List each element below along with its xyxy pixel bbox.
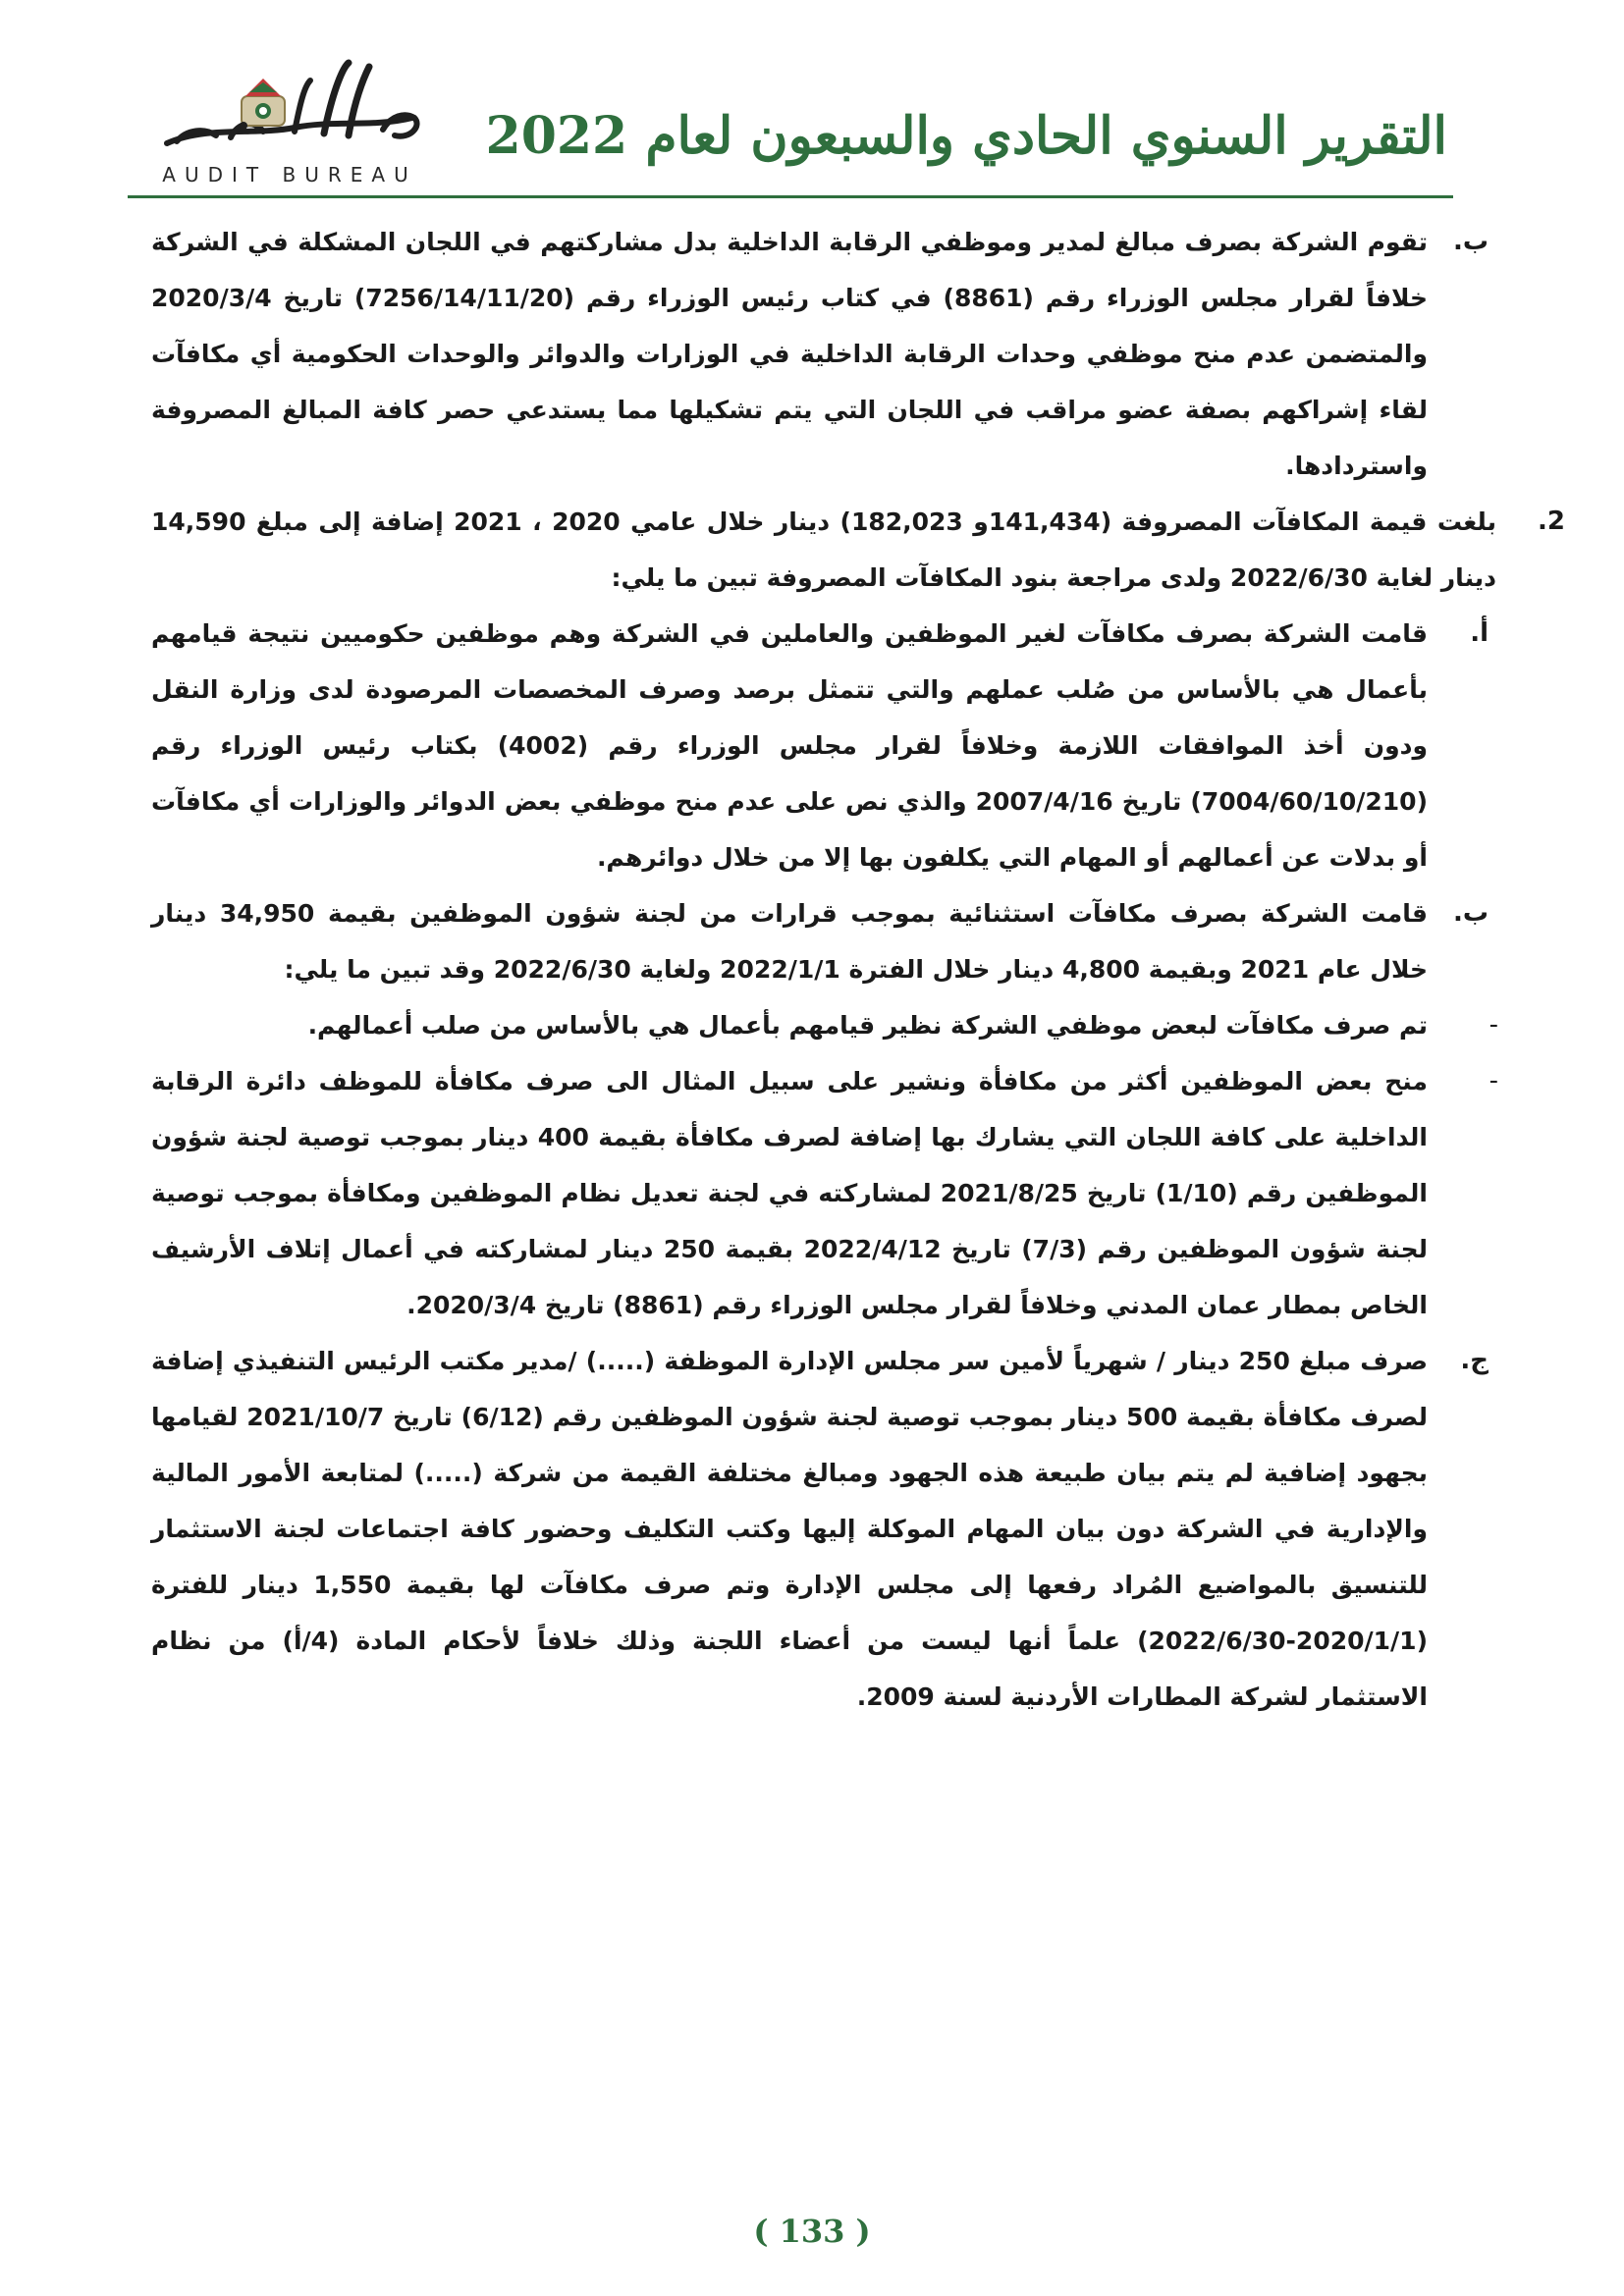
report-body <box>151 214 1565 1725</box>
page-header <box>0 0 1624 201</box>
paragraph-marker: أ. <box>1470 618 1489 648</box>
paragraph-text: منح بعض الموظفين أكثر من مكافأة ونشير على سبيل المثال الى صرف مكافأة للموظف دائرة الرقابة الداخلية على كافة اللجان التي يشارك بها إضافة لصرف مكافأة بقيمة 400 دينار بموجب توصية لجنة شؤون الموظفين رقم (1/10) تاريخ 2021/8/25 لمشاركته في لجنة تعديل نظام الموظفين ومكافأة بموجب توصية لجنة شؤون الموظفين رقم (7/3) تاريخ 2022/4/12 بقيمة 250 دينار لمشاركته في أعمال إتلاف الأرشيف الخاص بمطار عمان المدني وخلافاً لقرار مجلس الوزراء رقم (8861) تاريخ 2020/3/4. <box>151 1067 1429 1319</box>
header-divider <box>128 195 1453 198</box>
paragraph-text: تقوم الشركة بصرف مبالغ لمدير وموظفي الرقابة الداخلية بدل مشاركتهم في اللجان المشكلة في الشركة خلافاً لقرار مجلس الوزراء رقم (8861) في كتاب رئيس الوزراء رقم (7256/14/11/20) تاريخ 2020/3/4 والمتضمن عدم منح موظفي وحدات الرقابة الداخلية في الوزارات والدوائر والوحدات الحكومية أي مكافآت لقاء إشراكهم بصفة عضو مراقب في اللجان التي يتم تشكيلها مما يستدعي حصر كافة المبالغ المصروفة واستردادها. <box>151 228 1429 480</box>
paragraph-b-exceptional-rewards <box>151 885 1489 997</box>
paragraph-marker: ب. <box>1452 898 1489 928</box>
report-title: التقرير السنوي الحادي والسبعون لعام 2022 <box>485 106 1447 166</box>
paragraph-b-internal-audit <box>151 214 1489 494</box>
paragraph-text: صرف مبلغ 250 دينار / شهرياً لأمين سر مجلس الإدارة الموظفة (.....) /مدير مكتب الرئيس التنفيذي إضافة لصرف مكافأة بقيمة 500 دينار بموجب توصية لجنة شؤون الموظفين رقم (6/12) تاريخ 2021/10/7 لقيامها بجهود إضافية لم يتم بيان طبيعة هذه الجهود ومبالغ مختلفة القيمة من شركة (.....) لمتابعة الأمور المالية والإدارية في الشركة دون بيان المهام الموكلة إليها وكتب التكليف وحضور كافة اجتماعات لجنة الاستثمار للتنسيق بالمواضيع المُراد رفعها إلى مجلس الإدارة وتم صرف مكافآت لها بقيمة 1,550 دينار للفترة (2020/1/1-2022/6/30) علماً أنها ليست من أعضاء اللجنة وذلك خلافاً لأحكام المادة (4/أ) من نظام الاستثمار لشركة المطارات الأردنية لسنة 2009. <box>151 1347 1429 1711</box>
paragraph-text: قامت الشركة بصرف مكافآت لغير الموظفين والعاملين في الشركة وهم موظفين حكوميين نتيجة قيامهم بأعمال هي بالأساس من صُلب عملهم والتي تتمثل برصد وصرف المخصصات المرصودة لدى وزارة النقل ودون أخذ الموافقات اللازمة وخلافاً لقرار مجلس الوزراء رقم (4002) بكتاب رئيس الوزراء رقم (7004/60/10/210) تاريخ 2007/4/16 والذي نص على عدم منح موظفي بعض الدوائر والوزارات أي مكافآت أو بدلات عن أعمالهم أو المهام التي يكلفون بها إلا من خلال دوائرهم. <box>151 619 1429 872</box>
bullet-item <box>151 997 1498 1053</box>
paragraph-text: قامت الشركة بصرف مكافآت استثنائية بموجب قرارات من لجنة شؤون الموظفين بقيمة 34,950 دينار خلال عام 2021 وبقيمة 4,800 دينار خلال الفترة 2022/1/1 ولغاية 2022/6/30 وقد تبين ما يلي: <box>151 899 1429 984</box>
logo-subtitle: AUDIT BUREAU <box>162 163 417 187</box>
paragraph-marker: 2. <box>1538 507 1565 536</box>
bullet-dash: - <box>1489 1010 1498 1040</box>
paragraph-c-board-secretary <box>151 1333 1489 1725</box>
paragraph-2-rewards-total <box>151 494 1565 606</box>
bullet-dash: - <box>1489 1066 1498 1095</box>
paragraph-a-non-employees <box>151 606 1489 885</box>
bullet-item <box>151 1053 1498 1333</box>
audit-bureau-logo <box>147 57 432 194</box>
paragraph-text: تم صرف مكافآت لبعض موظفي الشركة نظير قيامهم بأعمال هي بالأساس من صلب أعمالهم. <box>307 1011 1428 1040</box>
page-number: ( 133 ) <box>753 2213 871 2250</box>
paragraph-marker: ج. <box>1460 1346 1489 1375</box>
paragraph-marker: ب. <box>1452 227 1489 256</box>
audit-bureau-logo-mark <box>147 57 432 165</box>
paragraph-text: بلغت قيمة المكافآت المصروفة (141,434و 182,023) دينار خلال عامي 2020 ، 2021 إضافة إلى مبلغ 14,590 دينار لغاية 2022/6/30 ولدى مراجعة بنود المكافآت المصروفة تبين ما يلي: <box>151 507 1497 592</box>
